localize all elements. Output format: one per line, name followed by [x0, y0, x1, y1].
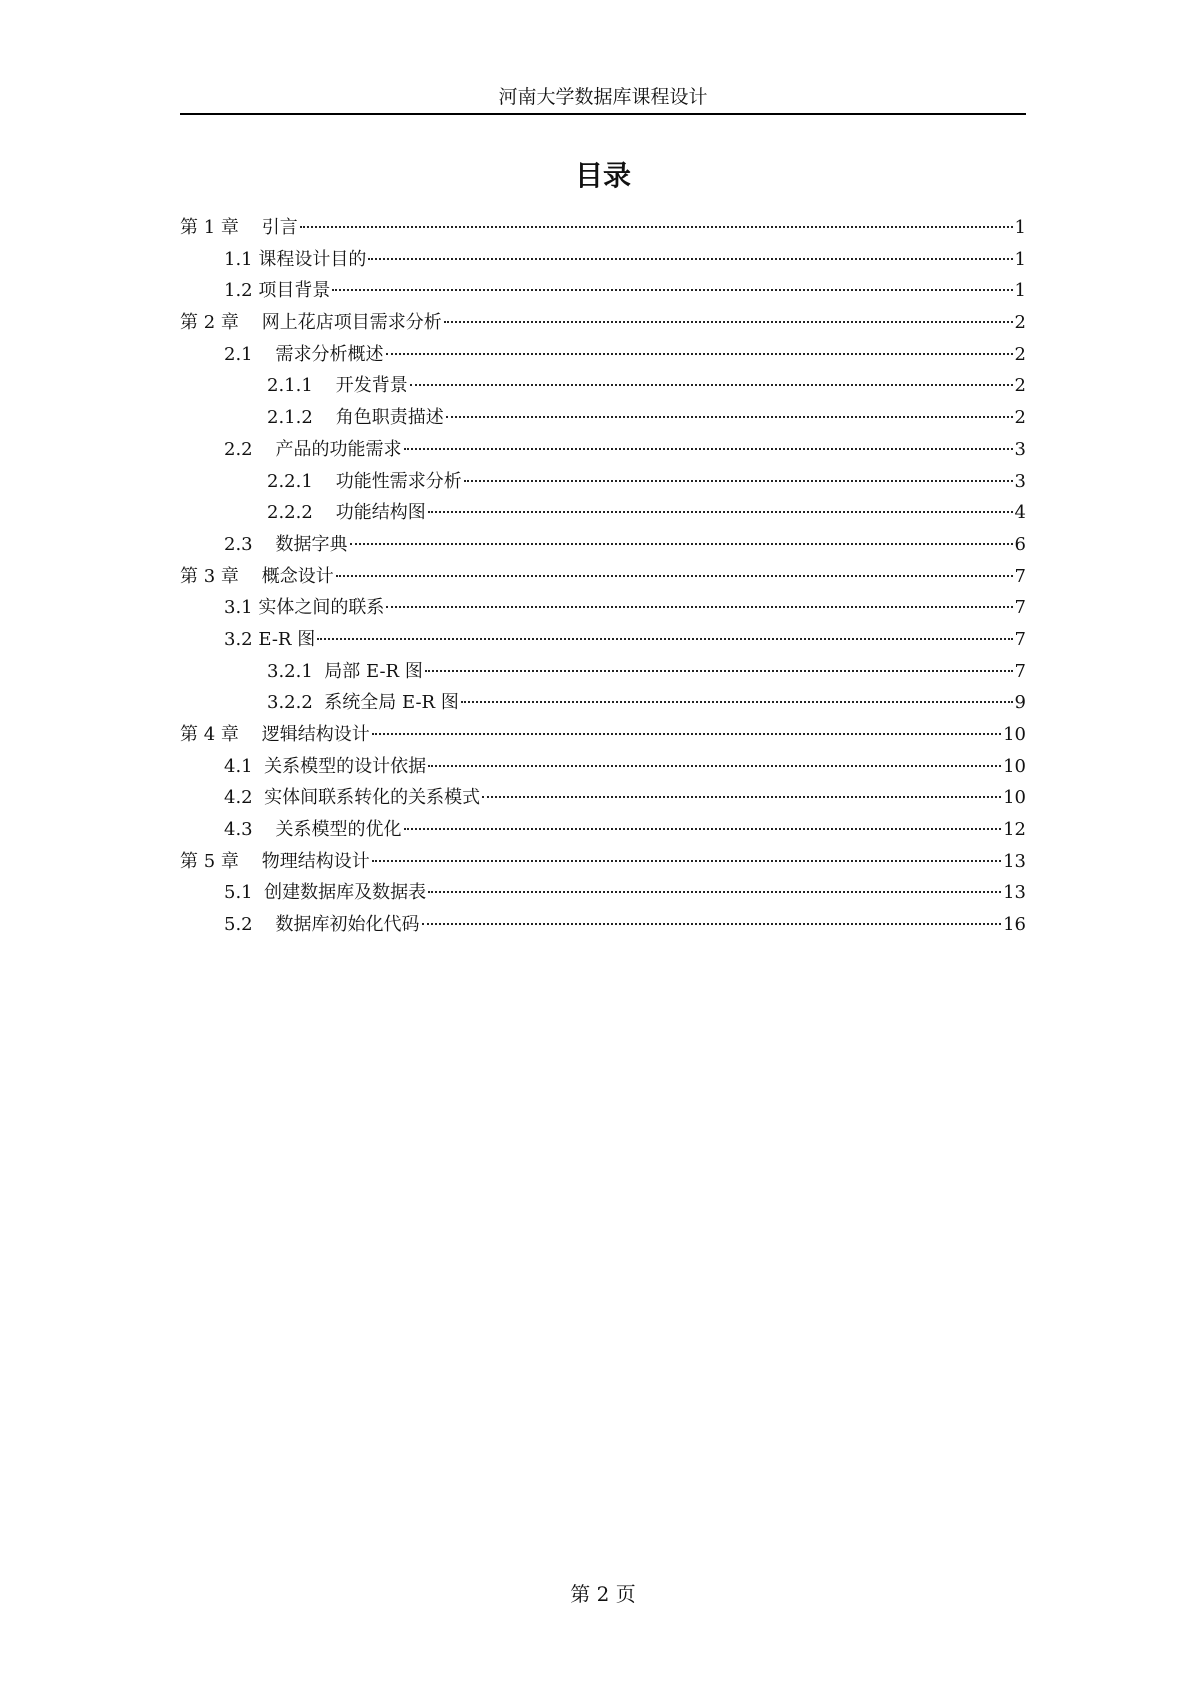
toc-dot-leader — [425, 670, 1013, 672]
toc-dot-leader — [404, 828, 1002, 830]
toc-entry-number: 3.1 — [224, 597, 253, 619]
toc-entry-number: 2.2 — [224, 438, 253, 460]
toc-entry-title: 局部 E-R 图 — [324, 660, 423, 682]
toc-entry-page: 7 — [1014, 565, 1026, 587]
toc-entry[interactable] — [180, 624, 1026, 656]
toc-entry[interactable] — [180, 244, 1026, 276]
header-divider — [180, 113, 1026, 115]
toc-dot-leader — [428, 511, 1013, 513]
toc-entry-title: 概念设计 — [261, 565, 334, 587]
toc-entry[interactable] — [180, 814, 1026, 846]
toc-entry-gap — [253, 529, 276, 561]
toc-entry[interactable] — [180, 466, 1026, 498]
toc-entry-title: 逻辑结构设计 — [261, 724, 370, 745]
toc-dot-leader — [386, 353, 1013, 355]
toc-dot-leader — [317, 638, 1012, 640]
toc-dot-leader — [300, 226, 1013, 228]
toc-entry[interactable] — [180, 275, 1026, 307]
toc-entry[interactable] — [180, 846, 1026, 878]
toc-entry-title: 关系模型的优化 — [275, 819, 402, 841]
toc-entry-number: 1.2 — [224, 280, 253, 302]
toc-entry-page: 2 — [1014, 343, 1026, 365]
toc-entry-number: 第 4 章 — [180, 724, 239, 745]
toc-entry-title: 项目背景 — [258, 280, 331, 302]
toc-entry-number: 5.1 — [224, 882, 253, 904]
toc-entry-gap — [313, 687, 324, 719]
toc-entry-number: 2.1.2 — [267, 407, 313, 429]
toc-entry-title: 数据库初始化代码 — [275, 914, 420, 936]
toc-entry-gap — [239, 212, 262, 244]
toc-entry-title: 需求分析概述 — [275, 343, 384, 365]
toc-entry-page: 1 — [1014, 217, 1026, 238]
toc-entry-gap — [253, 434, 276, 466]
toc-entry-gap — [239, 561, 262, 593]
toc-entry[interactable] — [180, 307, 1026, 339]
toc-entry-page: 7 — [1014, 628, 1026, 650]
toc-entry-number: 3.2 — [224, 628, 253, 650]
toc-entry[interactable] — [180, 561, 1026, 593]
toc-entry-number: 第 1 章 — [180, 217, 239, 238]
toc-entry[interactable] — [180, 497, 1026, 529]
toc-entry-number: 5.2 — [224, 914, 253, 936]
toc-entry-title: 系统全局 E-R 图 — [324, 692, 459, 714]
toc-title: 目录 — [574, 159, 631, 192]
toc-entry-page: 10 — [1003, 724, 1026, 745]
toc-dot-leader — [336, 575, 1013, 577]
toc-entry-page: 1 — [1014, 248, 1026, 270]
toc-entry-page: 12 — [1003, 819, 1026, 841]
toc-dot-leader — [464, 480, 1013, 482]
toc-dot-leader — [428, 891, 1001, 893]
toc-dot-leader — [410, 384, 1013, 386]
toc-entry-page: 10 — [1003, 787, 1026, 809]
toc-dot-leader — [422, 923, 1002, 925]
toc-entry-title: 关系模型的设计依据 — [264, 755, 427, 777]
toc-entry-gap — [313, 656, 324, 688]
toc-entry-gap — [313, 402, 336, 434]
toc-entry[interactable] — [180, 529, 1026, 561]
toc-dot-leader — [350, 543, 1013, 545]
toc-entry-title: 物理结构设计 — [261, 850, 370, 872]
toc-entry-gap — [253, 751, 264, 783]
toc-entry-number: 2.1.1 — [267, 375, 313, 397]
toc-entry[interactable] — [180, 782, 1026, 814]
toc-dot-leader — [332, 289, 1012, 291]
toc-entry-page: 7 — [1014, 597, 1026, 619]
toc-entry-number: 2.2.1 — [267, 470, 313, 492]
toc-entry-gap — [253, 814, 276, 846]
toc-entry-gap — [253, 339, 276, 371]
toc-entry-title: 数据字典 — [275, 533, 348, 555]
table-of-contents — [180, 212, 1026, 941]
toc-entry[interactable] — [180, 877, 1026, 909]
toc-entry-number: 2.3 — [224, 533, 253, 555]
toc-entry-number: 2.1 — [224, 343, 253, 365]
toc-entry[interactable] — [180, 212, 1026, 244]
toc-entry-page: 2 — [1014, 375, 1026, 397]
toc-entry[interactable] — [180, 909, 1026, 941]
toc-entry-title: 创建数据库及数据表 — [264, 882, 427, 904]
toc-entry-title: 开发背景 — [335, 375, 408, 397]
toc-entry-title: 网上花店项目需求分析 — [261, 312, 442, 334]
toc-entry-number: 4.2 — [224, 787, 253, 809]
toc-entry-number: 第 5 章 — [180, 850, 239, 872]
toc-entry-title: 课程设计目的 — [258, 248, 367, 270]
toc-entry-number: 第 3 章 — [180, 565, 239, 587]
toc-entry[interactable] — [180, 751, 1026, 783]
toc-entry-gap — [239, 846, 262, 878]
toc-entry-gap — [253, 782, 264, 814]
toc-dot-leader — [446, 416, 1013, 418]
toc-entry-gap — [313, 466, 336, 498]
toc-entry-page: 10 — [1003, 755, 1026, 777]
toc-entry-title: 功能性需求分析 — [335, 470, 462, 492]
toc-entry-number: 第 2 章 — [180, 312, 239, 334]
toc-entry-page: 13 — [1003, 882, 1026, 904]
toc-entry-page: 2 — [1014, 407, 1026, 429]
toc-entry-number: 1.1 — [224, 248, 253, 270]
toc-entry[interactable] — [180, 656, 1026, 688]
toc-entry[interactable] — [180, 592, 1026, 624]
page-number: 第 2 页 — [570, 1582, 636, 1606]
toc-entry-title: 产品的功能需求 — [275, 438, 402, 460]
toc-entry-gap — [253, 877, 264, 909]
toc-entry-page: 3 — [1014, 470, 1026, 492]
toc-entry-title: E-R 图 — [258, 628, 316, 650]
toc-entry-page: 4 — [1014, 502, 1026, 524]
toc-dot-leader — [372, 860, 1001, 862]
toc-entry-page: 9 — [1014, 692, 1026, 714]
toc-entry[interactable] — [180, 402, 1026, 434]
toc-dot-leader — [461, 701, 1013, 703]
toc-dot-leader — [482, 796, 1001, 798]
toc-entry[interactable] — [180, 370, 1026, 402]
toc-entry-number: 3.2.1 — [267, 660, 313, 682]
toc-entry-gap — [313, 370, 336, 402]
toc-entry-title: 功能结构图 — [335, 502, 426, 524]
toc-entry[interactable] — [180, 339, 1026, 371]
toc-entry-page: 6 — [1014, 533, 1026, 555]
toc-entry-gap — [239, 719, 262, 751]
toc-dot-leader — [368, 258, 1012, 260]
toc-dot-leader — [444, 321, 1013, 323]
toc-entry-page: 2 — [1014, 312, 1026, 334]
toc-entry-title: 实体间联系转化的关系模式 — [264, 787, 481, 809]
toc-entry[interactable] — [180, 719, 1026, 751]
toc-entry-title: 引言 — [261, 217, 298, 238]
toc-entry[interactable] — [180, 687, 1026, 719]
toc-entry-page: 13 — [1003, 850, 1026, 872]
toc-entry-page: 3 — [1014, 438, 1026, 460]
toc-entry-page: 16 — [1003, 914, 1026, 936]
toc-entry-page: 1 — [1014, 280, 1026, 302]
page-header: 河南大学数据库课程设计 — [498, 86, 708, 108]
toc-entry-page: 7 — [1014, 660, 1026, 682]
toc-dot-leader — [428, 765, 1001, 767]
toc-entry-title: 实体之间的联系 — [258, 597, 385, 619]
toc-entry-number: 4.3 — [224, 819, 253, 841]
toc-entry-title: 角色职责描述 — [335, 407, 444, 429]
toc-entry[interactable] — [180, 434, 1026, 466]
toc-dot-leader — [372, 733, 1001, 735]
toc-dot-leader — [386, 606, 1012, 608]
toc-entry-gap — [239, 307, 262, 339]
toc-entry-number: 3.2.2 — [267, 692, 313, 714]
toc-entry-gap — [253, 909, 276, 941]
toc-dot-leader — [404, 448, 1013, 450]
toc-entry-number: 2.2.2 — [267, 502, 313, 524]
toc-entry-gap — [313, 497, 336, 529]
toc-entry-number: 4.1 — [224, 755, 253, 777]
